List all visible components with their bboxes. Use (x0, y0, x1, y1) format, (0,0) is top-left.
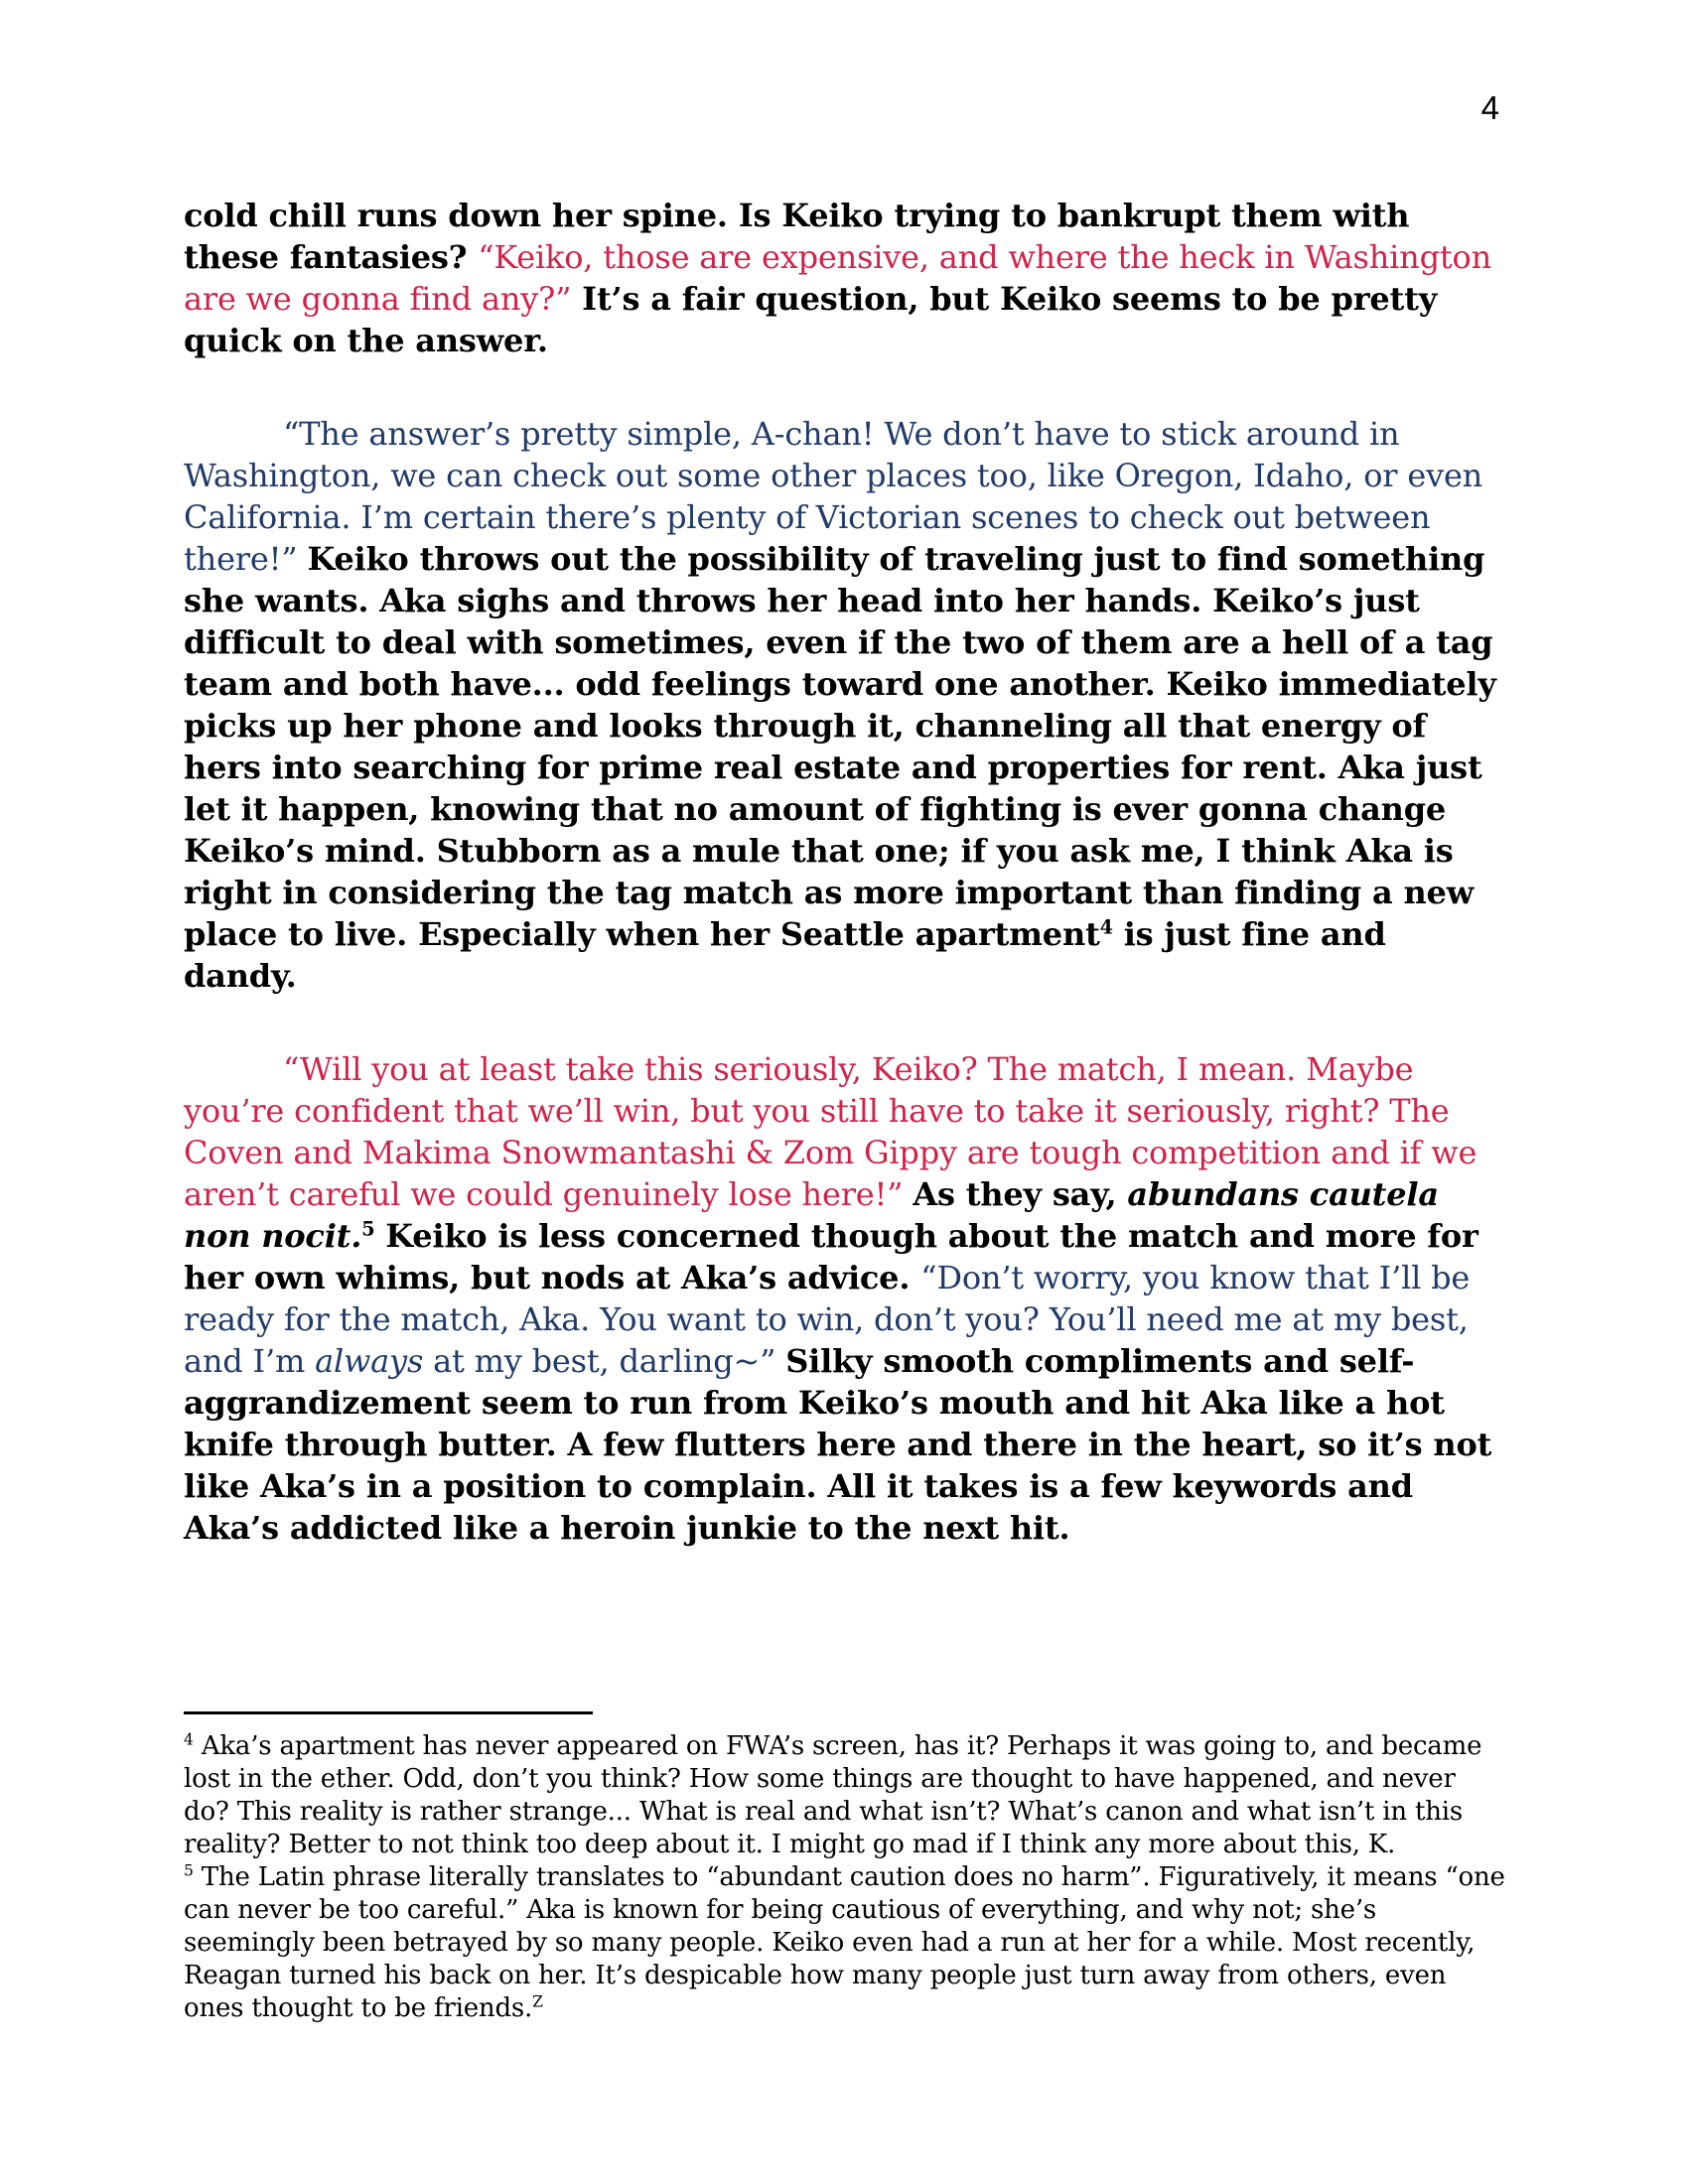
text-run: “The answer’s pretty simple, A-chan! We don’t have to stick around in Washington, we can check out some other places too, like Oregon, Idaho, or even California. I’m certain there’s plenty of Victorian scenes to check out between there!” (184, 415, 1483, 578)
text-run: “Don’t worry, you know that I’ll be ready for the match, Aka. You want to win, don’t you? You’ll need me at my best, and I’m (184, 1259, 1471, 1380)
text-run: always (315, 1342, 424, 1380)
text-run: “Keiko, those are expensive, and where the heck in Washington are we gonna find any?” (184, 238, 1492, 318)
text-run: Z (532, 1992, 543, 2011)
text-run: 5 (361, 1217, 375, 1241)
footnote-list (184, 1730, 1506, 2025)
footnote-marker: 5 (184, 1861, 194, 1880)
paragraph (184, 413, 1506, 997)
text-run: Keiko throws out the possibility of traveling just to find something she wants. Aka sighs and throws her head into her hands. Keiko’s just difficult to deal with sometimes, even if the two of them are a hell of a tag team and both have... odd feelings toward one another. Keiko immediately picks up her phone and looks through it, channeling all that energy of hers into searching for prime real estate and properties for rent. Aka just let it happen, knowing that no amount of fighting is ever gonna change Keiko’s mind. Stubborn as a mule that one; if you ask me, I think Aka is right in considering the tag match as more important than finding a new place to live. Especially when her Seattle apartment (184, 540, 1496, 953)
text-run: Aka’s apartment has never appeared on FWA’s screen, has it? Perhaps it was going to, and became lost in the ether. Odd, don’t you think? How some things are thought to have happened, and never do? This reality is rather strange... What is real and what isn’t? What’s canon and what isn’t in this reality? Better to not think too deep about it. I might go mad if I think any more about this, K. (184, 1731, 1482, 1859)
text-run: Keiko is less concerned though about the match and more for her own whims, but nods at Aka’s advice. (184, 1217, 1478, 1297)
document-body (184, 195, 1506, 1600)
text-run: The Latin phrase literally translates to “abundant caution does no harm”. Figuratively, it means “one can never be too careful.” Aka is known for being cautious of everything, and why not; she’s seemingly been betrayed by so many people. Keiko even had a run at her for a while. Most recently, Reagan turned his back on her. It’s despicable how many people just turn away from others, even ones thought to be friends. (184, 1862, 1505, 2023)
text-run: “Will you at least take this seriously, Keiko? The match, I mean. Maybe you’re confident that we’ll win, but you still have to take it seriously, right? The Coven and Makima Snowmantashi & Zom Gippy are tough competition and if we aren’t careful we could genuinely lose here!” (184, 1050, 1477, 1213)
footnote-area (184, 1711, 1506, 2025)
text-run: As they say, (913, 1175, 1128, 1213)
text-run: cold chill runs down her spine. Is Keiko trying to bankrupt them with these fantasies? (184, 197, 1410, 276)
text-run: Silky smooth compliments and self-aggrandizement seem to run from Keiko’s mouth and hit Aka like a hot knife through butter. A few flutters here and there in the heart, so it’s not like Aka’s in a position to complain. All it takes is a few keywords and Aka’s addicted like a heroin junkie to the next hit. (184, 1342, 1492, 1547)
footnote-item (184, 1730, 1506, 1861)
page-number: 4 (1480, 89, 1499, 126)
text-run: is just fine and dandy. (184, 915, 1386, 995)
text-run: It’s a fair question, but Keiko seems to be pretty quick on the answer. (184, 280, 1438, 359)
footnote-separator (184, 1711, 593, 1714)
text-run: abundans cautela non nocit. (184, 1175, 1439, 1255)
text-run: 4 (1099, 915, 1113, 939)
text-run: at my best, darling~” (423, 1342, 786, 1380)
footnote-marker: 4 (184, 1730, 194, 1749)
paragraph (184, 1048, 1506, 1549)
paragraph (184, 195, 1506, 361)
footnote-item (184, 1861, 1506, 2025)
